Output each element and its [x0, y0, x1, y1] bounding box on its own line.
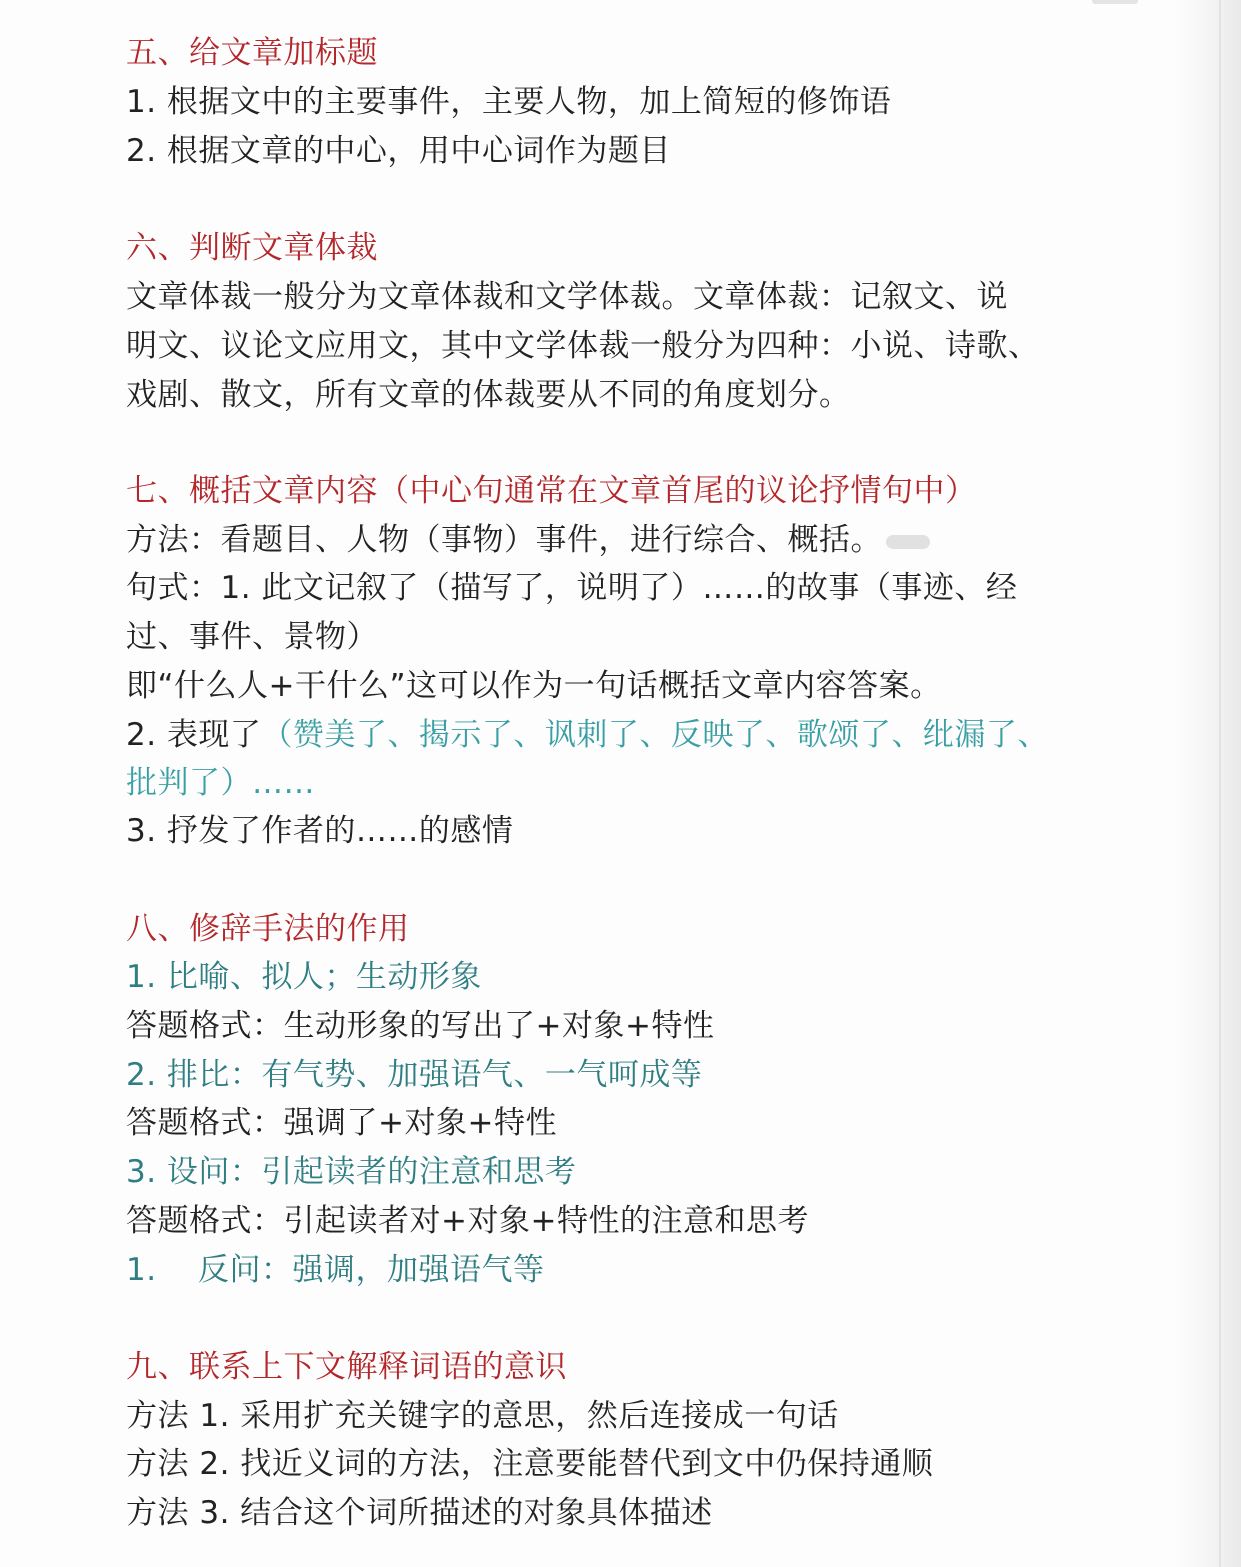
section-5-heading: 五、给文章加标题 [126, 35, 378, 71]
section-7-heading: 七、概括文章内容（中心句通常在文章首尾的议论抒情句中） [126, 473, 977, 509]
section-7-method [126, 517, 930, 563]
section-6-heading: 六、判断文章体裁 [126, 230, 378, 266]
section-6-line-2: 明文、议论文应用文，其中文学体裁一般分为四种：小说、诗歌、 [126, 328, 1040, 364]
page-edge-rule [1219, 0, 1221, 1567]
highlight-mark [886, 535, 930, 549]
section-7-pattern-2 [126, 712, 1049, 758]
rhetoric-item-1-label: 1. 比喻、拟人；生动形象 [126, 959, 482, 995]
page-right-edge [1175, 0, 1241, 1567]
section-6-line-1: 文章体裁一般分为文章体裁和文学体裁。文章体裁：记叙文、说 [126, 279, 1008, 315]
section-7-pattern-1: 句式：1. 此文记叙了（描写了，说明了）……的故事（事迹、经 [126, 570, 1018, 606]
rhetoric-item-2-format: 答题格式：强调了+对象+特性 [126, 1105, 557, 1141]
section-7-pattern-2-label: 2. 表现了 [126, 717, 262, 753]
section-8-heading: 八、修辞手法的作用 [126, 911, 410, 947]
section-7-pattern-3: 3. 抒发了作者的……的感情 [126, 813, 514, 849]
rhetoric-item-2-label: 2. 排比：有气势、加强语气、一气呵成等 [126, 1057, 703, 1093]
section-6-line-3: 戏剧、散文，所有文章的体裁要从不同的角度划分。 [126, 377, 851, 413]
section-9-line-1: 方法 1. 采用扩充关键字的意思，然后连接成一句话 [126, 1398, 839, 1434]
section-7-pattern-2-options: （赞美了、揭示了、讽刺了、反映了、歌颂了、纰漏了、 [261, 717, 1049, 753]
section-7-pattern-2-options-cont: 批判了）…… [126, 765, 315, 801]
top-edge-smudge [1092, 0, 1138, 4]
rhetoric-item-1-format: 答题格式：生动形象的写出了+对象+特性 [126, 1008, 715, 1044]
rhetoric-item-3-label: 3. 设问：引起读者的注意和思考 [126, 1154, 577, 1190]
section-9-line-2: 方法 2. 找近义词的方法，注意要能替代到文中仍保持通顺 [126, 1446, 934, 1482]
section-5-line-2: 2. 根据文章的中心，用中心词作为题目 [126, 133, 671, 169]
section-7-note: 即“什么人+干什么”这可以作为一句话概括文章内容答案。 [126, 668, 942, 704]
section-9-heading: 九、联系上下文解释词语的意识 [126, 1349, 567, 1385]
rhetoric-item-3-format: 答题格式：引起读者对+对象+特性的注意和思考 [126, 1203, 809, 1239]
section-9-line-3: 方法 3. 结合这个词所描述的对象具体描述 [126, 1495, 713, 1531]
section-7-pattern-1-cont: 过、事件、景物） [126, 619, 378, 655]
section-7-method-text: 方法：看题目、人物（事物）事件，进行综合、概括。 [126, 522, 882, 558]
section-5-line-1: 1. 根据文中的主要事件，主要人物，加上简短的修饰语 [126, 84, 892, 120]
rhetoric-item-4-label: 1. 反问：强调，加强语气等 [126, 1252, 545, 1288]
